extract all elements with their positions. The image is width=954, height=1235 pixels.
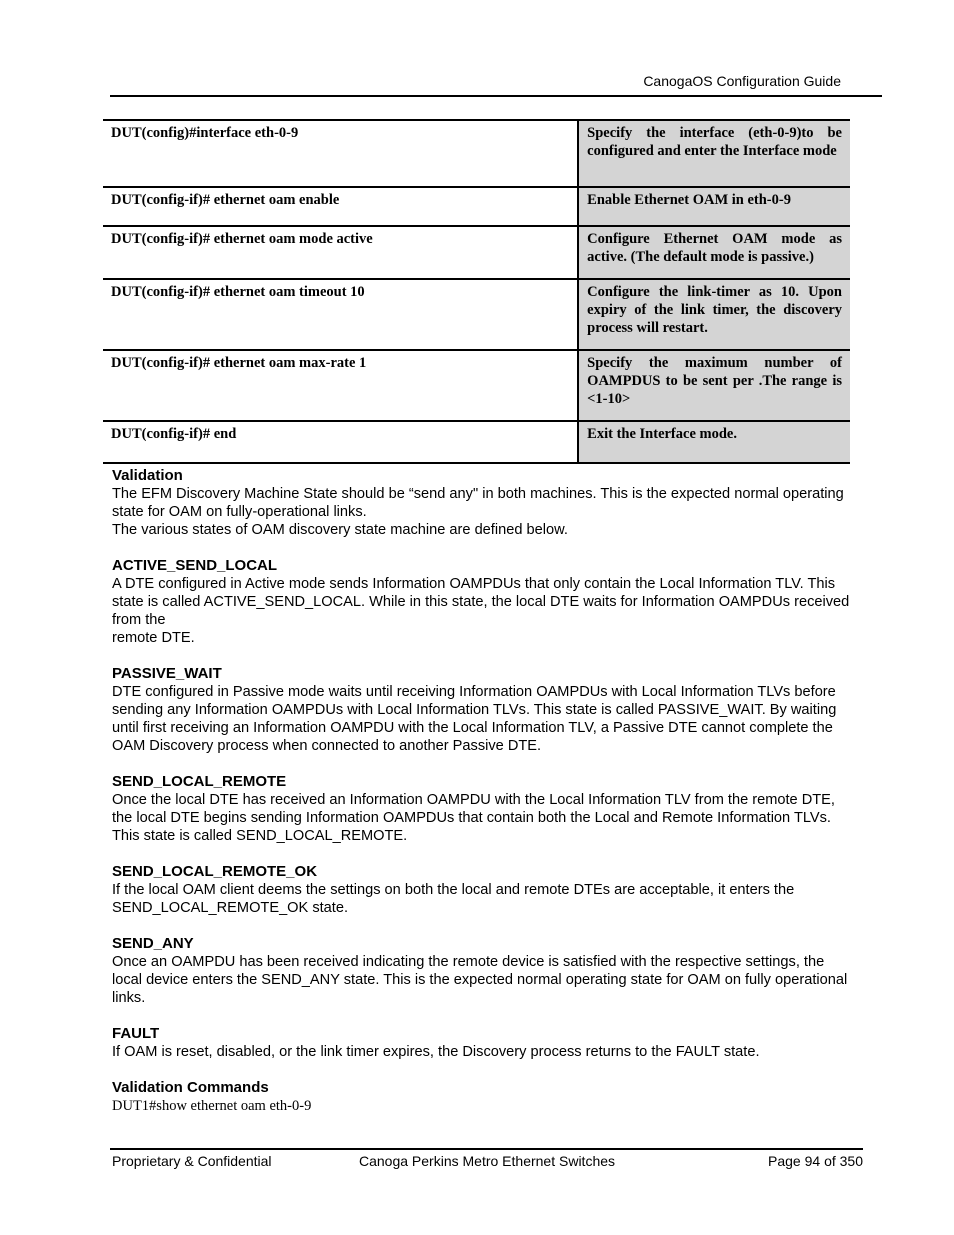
table-row [103,421,850,463]
paragraph: If the local OAM client deems the settings on both the local and remote DTEs are acceptable, it enters the SEND_LOCAL_REMOTE_OK state. [112,882,795,916]
document-body [112,467,852,1133]
command-cell: DUT(config-if)# end [103,421,578,463]
command-cell: DUT(config-if)# ethernet oam timeout 10 [103,279,578,350]
header-divider [110,95,882,97]
paragraph: Once the local DTE has received an Information OAMPDU with the Local Information TLV from the remote DTE, the local DTE begins sending Information OAMPDUs that contain both the Local and Remote Information TLVs. This state is called SEND_LOCAL_REMOTE. [112,792,835,844]
command-cell: DUT(config-if)# ethernet oam mode active [103,226,578,279]
section-heading: SEND_ANY [112,935,194,952]
section-active-send-local [112,557,852,647]
command-cell: DUT(config-if)# ethernet oam max-rate 1 [103,350,578,421]
paragraph: The various states of OAM discovery state machine are defined below. [112,522,568,538]
section-heading: FAULT [112,1025,160,1042]
table-row [103,187,850,226]
section-passive-wait [112,665,852,755]
paragraph: Once an OAMPDU has been received indicating the remote device is satisfied with the respective settings, the local device enters the SEND_ANY state. This is the expected normal operating state for OAM on fully operational links. [112,954,848,1006]
section-heading: SEND_LOCAL_REMOTE_OK [112,863,318,880]
description-cell: Configure Ethernet OAM mode as active. (The default mode is passive.) [578,226,850,279]
footer-confidential: Proprietary & Confidential [112,1153,272,1169]
description-cell: Exit the Interface mode. [578,421,850,463]
command-table [103,119,850,464]
paragraph: The EFM Discovery Machine State should be “send any" in both machines. This is the expected normal operating state for OAM on fully-operational links. [112,486,844,520]
section-send-local-remote-ok [112,863,852,917]
paragraph: If OAM is reset, disabled, or the link timer expires, the Discovery process returns to the FAULT state. [112,1044,760,1060]
section-heading: ACTIVE_SEND_LOCAL [112,557,278,574]
section-send-any [112,935,852,1007]
command-example: DUT1#show ethernet oam eth-0-9 [112,1098,312,1114]
table-row [103,350,850,421]
section-heading: PASSIVE_WAIT [112,665,222,682]
description-cell: Specify the maximum number of OAMPDUS to be sent per .The range is <1-10> [578,350,850,421]
command-cell: DUT(config-if)# ethernet oam enable [103,187,578,226]
section-send-local-remote [112,773,852,845]
paragraph: DTE configured in Passive mode waits until receiving Information OAMPDUs with Local Information TLVs before sending any Information OAMPDUs with Local Information TLVs. This state is called PASSIVE_WAIT. By waiting until first receiving an Information OAMPDU with the Local Information TLV, a Passive DTE cannot complete the OAM Discovery process when connected to another Passive DTE. [112,684,837,754]
section-heading: Validation [112,467,183,484]
paragraph: A DTE configured in Active mode sends Information OAMPDUs that only contain the Local Information TLV. This state is called ACTIVE_SEND_LOCAL. While in this state, the local DTE waits for Information OAMPDUs received from the [112,576,850,628]
description-cell: Specify the interface (eth-0-9)to be configured and enter the Interface mode [578,120,850,187]
table-row [103,120,850,187]
description-cell: Enable Ethernet OAM in eth-0-9 [578,187,850,226]
command-cell: DUT(config)#interface eth-0-9 [103,120,578,187]
description-cell: Configure the link-timer as 10. Upon expiry of the link timer, the discovery process will restart. [578,279,850,350]
table-row [103,226,850,279]
page-header-title: CanogaOS Configuration Guide [643,73,841,89]
footer-divider [110,1148,863,1150]
section-validation-commands [112,1079,852,1115]
section-validation [112,467,852,539]
paragraph: remote DTE. [112,630,195,646]
footer-page-number: Page 94 of 350 [768,1153,863,1169]
section-fault [112,1025,852,1061]
section-heading: SEND_LOCAL_REMOTE [112,773,287,790]
table-row [103,279,850,350]
section-heading: Validation Commands [112,1079,269,1096]
footer-product: Canoga Perkins Metro Ethernet Switches [359,1153,616,1169]
